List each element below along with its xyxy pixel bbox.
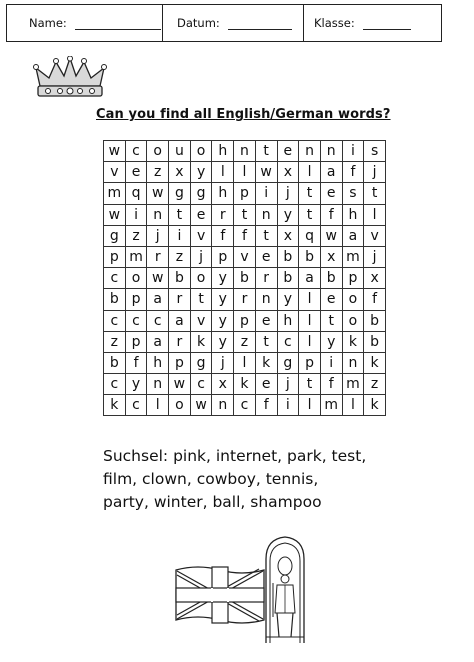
grid-cell[interactable]: y [277,204,299,225]
grid-cell[interactable]: z [104,331,126,352]
grid-cell[interactable]: f [212,225,234,246]
grid-cell[interactable]: e [277,141,299,162]
grid-cell[interactable]: i [320,352,342,373]
grid-row [104,374,386,395]
grid-cell[interactable]: t [299,374,321,395]
grid-cell[interactable]: g [169,183,191,204]
grid-cell[interactable]: f [320,374,342,395]
grid-cell[interactable]: n [255,204,277,225]
grid-cell[interactable]: w [147,183,169,204]
grid-cell[interactable]: i [255,183,277,204]
grid-cell[interactable]: r [234,289,256,310]
grid-cell[interactable]: x [277,162,299,183]
date-field[interactable] [162,5,303,41]
word-list-line-3: party, winter, ball, shampoo [103,493,322,511]
grid-cell[interactable]: y [320,331,342,352]
grid-cell[interactable]: j [364,162,386,183]
name-label: Name: [29,16,67,30]
grid-cell[interactable]: c [104,268,126,289]
grid-cell[interactable]: x [364,268,386,289]
grid-cell[interactable]: j [277,374,299,395]
grid-cell[interactable]: c [104,374,126,395]
grid-cell[interactable]: a [299,268,321,289]
grid-cell[interactable]: v [190,310,212,331]
grid-row [104,162,386,183]
grid-cell[interactable]: z [364,374,386,395]
grid-cell[interactable]: e [320,289,342,310]
grid-cell[interactable]: x [277,225,299,246]
grid-cell[interactable]: o [190,268,212,289]
grid-row [104,289,386,310]
grid-cell[interactable]: m [104,183,126,204]
word-search-grid [103,140,386,416]
grid-cell[interactable]: m [320,395,342,416]
grid-cell[interactable]: n [147,374,169,395]
grid-cell[interactable]: p [104,246,126,267]
grid-cell[interactable]: v [234,246,256,267]
grid-cell[interactable]: k [364,352,386,373]
grid-cell[interactable]: p [125,331,147,352]
grid-cell[interactable]: w [169,374,191,395]
grid-cell[interactable]: s [364,141,386,162]
class-line[interactable] [363,16,411,30]
grid-cell[interactable]: c [277,331,299,352]
grid-cell[interactable]: p [234,183,256,204]
grid-cell[interactable]: h [277,310,299,331]
grid-cell[interactable]: f [255,395,277,416]
grid-cell[interactable]: t [234,204,256,225]
grid-cell[interactable]: z [125,225,147,246]
grid-cell[interactable]: k [234,374,256,395]
grid-cell[interactable]: o [342,289,364,310]
class-field[interactable] [303,5,441,41]
grid-cell[interactable]: l [299,162,321,183]
grid-cell[interactable]: c [190,374,212,395]
grid-cell[interactable]: p [299,352,321,373]
grid-cell[interactable]: w [104,204,126,225]
grid-cell[interactable]: y [277,289,299,310]
grid-cell[interactable]: n [234,141,256,162]
grid-cell[interactable]: a [147,331,169,352]
grid-cell[interactable]: q [299,225,321,246]
grid-cell[interactable]: t [299,183,321,204]
crown-icon [32,56,108,100]
grid-cell[interactable]: l [299,289,321,310]
grid-cell[interactable]: a [320,162,342,183]
grid-cell[interactable]: z [169,246,191,267]
grid-cell[interactable]: c [125,395,147,416]
date-line[interactable] [228,16,292,30]
grid-cell[interactable]: c [147,310,169,331]
grid-cell[interactable]: n [320,141,342,162]
grid-cell[interactable]: n [212,395,234,416]
grid-row [104,183,386,204]
grid-cell[interactable]: c [104,310,126,331]
grid-cell[interactable]: t [190,289,212,310]
grid-cell[interactable]: t [169,204,191,225]
grid-cell[interactable]: b [277,268,299,289]
grid-cell[interactable]: l [299,310,321,331]
grid-row [104,204,386,225]
grid-cell[interactable]: j [364,246,386,267]
grid-cell[interactable]: t [320,310,342,331]
grid-cell[interactable]: g [277,352,299,373]
grid-cell[interactable]: u [169,141,191,162]
grid-cell[interactable]: f [364,289,386,310]
grid-cell[interactable]: p [234,310,256,331]
grid-cell[interactable]: h [212,183,234,204]
grid-cell[interactable]: b [104,352,126,373]
name-line[interactable] [75,16,161,30]
grid-cell[interactable]: w [320,225,342,246]
grid-row [104,331,386,352]
grid-cell[interactable]: n [342,352,364,373]
grid-cell[interactable]: s [342,183,364,204]
grid-cell[interactable]: o [342,310,364,331]
grid-cell[interactable]: r [212,204,234,225]
grid-cell[interactable]: g [104,225,126,246]
grid-cell[interactable]: b [364,310,386,331]
grid-row [104,395,386,416]
grid-cell[interactable]: t [255,141,277,162]
grid-row [104,225,386,246]
grid-cell[interactable]: w [104,141,126,162]
grid-cell[interactable]: y [125,374,147,395]
grid-cell[interactable]: l [234,352,256,373]
grid-cell[interactable]: r [169,289,191,310]
grid-cell[interactable]: e [190,204,212,225]
grid-cell[interactable]: q [125,183,147,204]
grid-cell[interactable]: m [342,246,364,267]
grid-cell[interactable]: f [234,225,256,246]
header-box [6,4,442,42]
grid-cell[interactable]: e [125,162,147,183]
grid-cell[interactable]: i [169,225,191,246]
grid-cell[interactable]: v [104,162,126,183]
grid-cell[interactable]: w [255,162,277,183]
grid-cell[interactable]: b [364,331,386,352]
grid-cell[interactable]: l [299,331,321,352]
royal-guard-icon [262,533,308,645]
grid-cell[interactable]: l [212,162,234,183]
grid-cell[interactable]: r [169,331,191,352]
grid-row [104,246,386,267]
grid-cell[interactable]: c [125,310,147,331]
date-label: Datum: [177,16,220,30]
grid-cell[interactable]: b [277,246,299,267]
grid-cell[interactable]: z [147,162,169,183]
grid-cell[interactable]: e [255,374,277,395]
grid-cell[interactable]: v [190,225,212,246]
grid-cell[interactable]: a [342,225,364,246]
grid-cell[interactable]: l [234,162,256,183]
grid-cell[interactable]: y [212,268,234,289]
grid-cell[interactable]: c [125,141,147,162]
grid-cell[interactable]: o [169,395,191,416]
grid-cell[interactable]: w [147,268,169,289]
grid-cell[interactable]: e [320,183,342,204]
grid-cell[interactable]: k [104,395,126,416]
grid-cell[interactable]: z [234,331,256,352]
grid-cell[interactable]: b [169,268,191,289]
grid-cell[interactable]: n [147,204,169,225]
grid-cell[interactable]: t [299,204,321,225]
grid-cell[interactable]: y [190,162,212,183]
grid-cell[interactable]: l [299,395,321,416]
grid-cell[interactable]: a [169,310,191,331]
page-title: Can you find all English/German words? [96,107,391,122]
grid-cell[interactable]: h [147,352,169,373]
grid-row [104,268,386,289]
grid-cell[interactable]: h [342,204,364,225]
grid-cell[interactable]: r [147,246,169,267]
grid-cell[interactable]: l [342,395,364,416]
grid-cell[interactable]: x [212,374,234,395]
grid-cell[interactable]: t [364,183,386,204]
grid-cell[interactable]: c [234,395,256,416]
grid-cell[interactable]: l [364,204,386,225]
grid-cell[interactable]: y [212,331,234,352]
grid-cell[interactable]: p [125,289,147,310]
grid-cell[interactable]: n [299,141,321,162]
grid-cell[interactable]: w [190,395,212,416]
grid-cell[interactable]: o [125,268,147,289]
grid-cell[interactable]: p [212,246,234,267]
grid-cell[interactable]: t [255,331,277,352]
grid-cell[interactable]: f [320,204,342,225]
grid-cell[interactable]: b [234,268,256,289]
grid-cell[interactable]: p [342,268,364,289]
grid-cell[interactable]: x [169,162,191,183]
grid-cell[interactable]: b [320,268,342,289]
grid-cell[interactable]: j [212,352,234,373]
grid-cell[interactable]: j [147,225,169,246]
grid-cell[interactable]: l [147,395,169,416]
word-list-line-2: film, clown, cowboy, tennis, [103,470,319,488]
grid-cell[interactable]: j [277,183,299,204]
grid-row [104,352,386,373]
grid-cell[interactable]: j [190,246,212,267]
grid-cell[interactable]: t [255,225,277,246]
grid-cell[interactable]: g [190,352,212,373]
union-jack-flag-icon [174,562,266,626]
grid-cell[interactable]: i [342,141,364,162]
grid-cell[interactable]: a [147,289,169,310]
grid-cell[interactable]: m [342,374,364,395]
grid-cell[interactable]: h [212,141,234,162]
grid-cell[interactable]: m [125,246,147,267]
grid-cell[interactable]: k [255,352,277,373]
word-list-line-1: Suchsel: pink, internet, park, test, [103,447,367,465]
grid-cell[interactable]: x [320,246,342,267]
grid-cell[interactable]: y [212,289,234,310]
grid-cell[interactable]: f [342,162,364,183]
grid-cell[interactable]: i [125,204,147,225]
grid-cell[interactable]: e [255,310,277,331]
name-field[interactable] [7,5,162,41]
grid-row [104,141,386,162]
grid-cell[interactable]: k [190,331,212,352]
grid-cell[interactable]: n [255,289,277,310]
grid-cell[interactable]: i [277,395,299,416]
grid-cell[interactable]: o [147,141,169,162]
grid-cell[interactable]: k [342,331,364,352]
grid-cell[interactable]: b [104,289,126,310]
class-label: Klasse: [314,16,355,30]
grid-cell[interactable]: y [212,310,234,331]
grid-row [104,310,386,331]
grid-cell[interactable]: k [364,395,386,416]
word-list [103,445,403,514]
grid-cell[interactable]: r [255,268,277,289]
grid-cell[interactable]: v [364,225,386,246]
grid-cell[interactable]: b [299,246,321,267]
grid-cell[interactable]: o [190,141,212,162]
grid-cell[interactable]: p [169,352,191,373]
grid-cell[interactable]: e [255,246,277,267]
grid-cell[interactable]: f [125,352,147,373]
grid-cell[interactable]: g [190,183,212,204]
